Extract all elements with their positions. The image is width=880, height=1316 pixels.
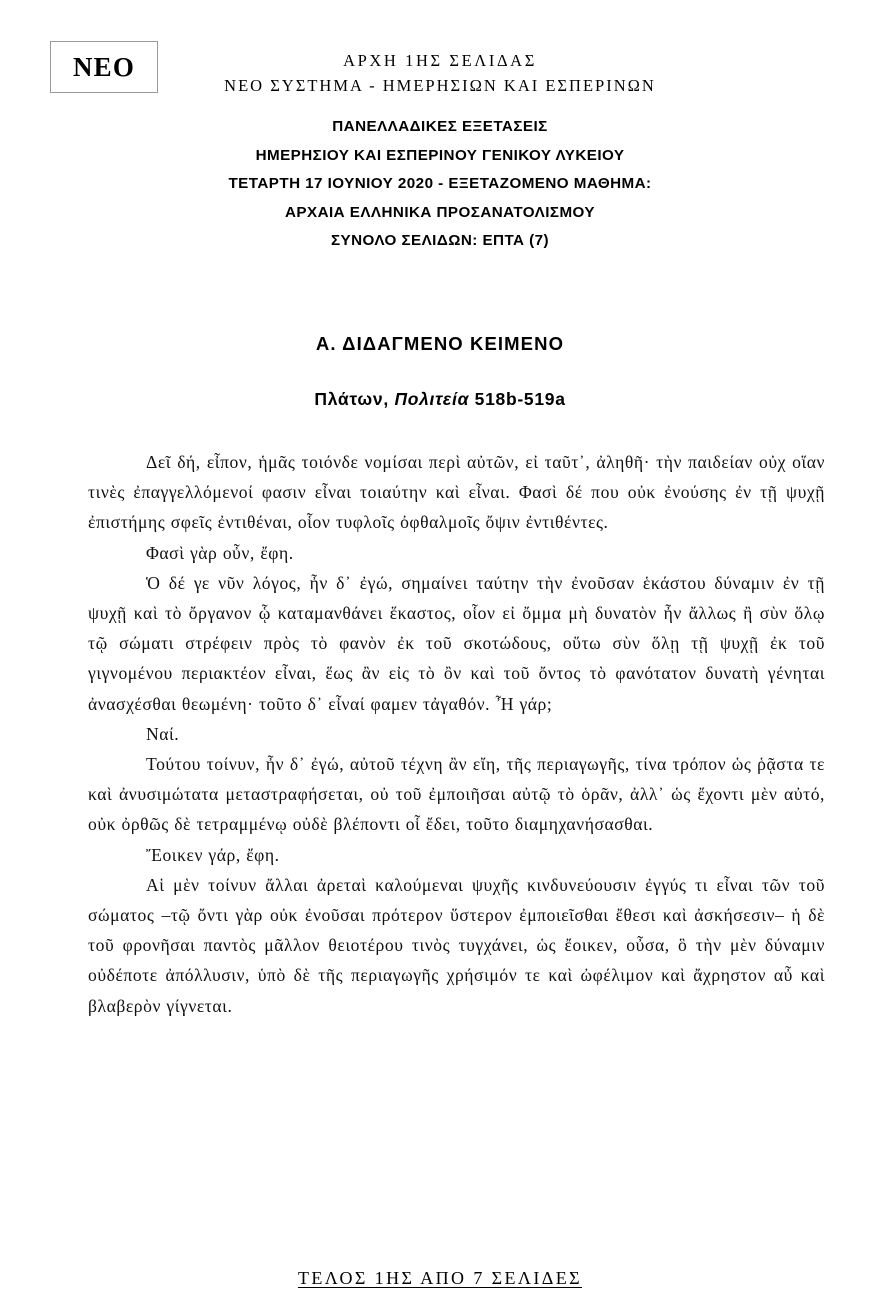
exam-line-date-subject: ΤΕΤΑΡΤΗ 17 ΙΟΥΝΙΟΥ 2020 - ΕΞΕΤΑΖΟΜΕΝΟ ΜΑΘΗΜΑ: (228, 175, 652, 193)
exam-line-page-count: ΣΥΝΟΛΟ ΣΕΛΙΔΩΝ: ΕΠΤΑ (7) (330, 232, 550, 250)
passage-paragraph: Τούτου τοίνυν, ἦν δ᾽ ἐγώ, αὐτοῦ τέχνη ἂν εἴη, τῆς περιαγωγῆς, τίνα τρόπον ὡς ῥᾷστα τε καὶ ἀνυσιμώτατα μεταστραφήσεται, οὐ τοῦ ἐμποιῆσαι αὐτῷ τὸ ὁρᾶν, ἀλλ᾽ ὡς ἔχοντι μὲν αὐτό, οὐκ ὀρθῶς δὲ τετραμμένῳ οὐδὲ βλέποντι οἷ ἔδει, τοῦτο διαμηχανήσασθαι. (88, 754, 825, 835)
section-title-taught-text: Α. ΔΙΔΑΓΜΕΝΟ ΚΕΙΜΕΝΟ (315, 333, 565, 354)
page-footer (0, 1268, 880, 1289)
page-header (0, 48, 880, 98)
exam-line-school-type: ΗΜΕΡΗΣΙΟΥ ΚΑΙ ΕΣΠΕΡΙΝΟΥ ΓΕΝΙΚΟΥ ΛΥΚΕΙΟΥ (255, 146, 625, 164)
exam-line-subject-name: ΑΡΧΑΙΑ ΕΛΛΗΝΙΚΑ ΠΡΟΣΑΝΑΤΟΛΙΣΜΟΥ (285, 203, 595, 221)
header-line-system: ΝΕΟ ΣΥΣΤΗΜΑ - ΗΜΕΡΗΣΙΩΝ ΚΑΙ ΕΣΠΕΡΙΝΩΝ (224, 76, 656, 95)
passage-paragraph: Ἔοικεν γάρ, ἔφη. (146, 844, 280, 865)
passage-paragraph: Ὁ δέ γε νῦν λόγος, ἦν δ᾽ ἐγώ, σημαίνει ταύτην τὴν ἐνοῦσαν ἑκάστου δύναμιν ἐν τῇ ψυχῇ καὶ τὸ ὄργανον ᾧ καταμανθάνει ἕκαστος, οἷον εἰ ὄμμα μὴ δυνατὸν ἦν ἄλλως ἢ σὺν ὅλῳ τῷ σώματι στρέφειν πρὸς τὸ φανὸν ἐκ τοῦ σκοτώδους, οὕτω σὺν ὅλῃ τῇ ψυχῇ ἐκ τοῦ γιγνομένου περιακτέον εἶναι, ἕως ἂν εἰς τὸ ὂν καὶ τοῦ ὄντος τὸ φανότατον δυνατὴ γένηται ἀνασχέσθαι θεωμένη· τοῦτο δ᾽ εἶναί φαμεν τἀγαθόν. Ἦ γάρ; (88, 572, 825, 714)
neo-stamp-label: ΝΕΟ (72, 51, 136, 82)
passage-paragraph: Ναί. (146, 723, 180, 744)
work-author: Πλάτων, (314, 389, 395, 409)
work-citation (0, 389, 880, 410)
work-name: Πολιτεία (394, 389, 470, 409)
header-line-start-of-page: ΑΡΧΗ 1ΗΣ ΣΕΛΙΔΑΣ (343, 51, 537, 70)
passage-paragraph: Δεῖ δή, εἶπον, ἡμᾶς τοιόνδε νομίσαι περὶ αὐτῶν, εἰ ταῦτ᾽, ἀληθῆ· τὴν παιδείαν οὐχ οἵαν τινὲς ἐπαγγελλόμενοί φασιν εἶναι τοιαύτην καὶ εἶναι. Φασὶ δέ που οὐκ ἐνούσης ἐν τῇ ψυχῇ ἐπιστήμης σφεῖς ἐντιθέναι, οἷον τυφλοῖς ὀφθαλμοῖς ὄψιν ἐντιθέντες. (88, 452, 825, 533)
footer-end-of-page-label: ΤΕΛΟΣ 1ΗΣ ΑΠΟ 7 ΣΕΛΙΔΕΣ (297, 1268, 583, 1288)
work-reference: 518b-519a (469, 389, 566, 409)
exam-info-block (0, 113, 880, 256)
greek-passage-body (88, 447, 825, 1021)
exam-line-panhellenic: ΠΑΝΕΛΛΑΔΙΚΕΣ ΕΞΕΤΑΣΕΙΣ (332, 118, 548, 135)
passage-paragraph: Φασὶ γὰρ οὖν, ἔφη. (146, 542, 294, 563)
passage-paragraph: Αἱ μὲν τοίνυν ἄλλαι ἀρεταὶ καλούμεναι ψυχῆς κινδυνεύουσιν ἐγγύς τι εἶναι τῶν τοῦ σώματος –τῷ ὄντι γὰρ οὐκ ἐνοῦσαι πρότερον ὕστερον ἐμποιεῖσθαι ἔθεσι καὶ ἀσκήσεσιν– ἡ δὲ τοῦ φρονῆσαι παντὸς μᾶλλον θειοτέρου τινὸς τυγχάνει, ὡς ἔοικεν, οὖσα, ὃ τὴν μὲν δύναμιν οὐδέποτε ἀπόλλυσιν, ὑπὸ δὲ τῆς περιαγωγῆς χρήσιμόν τε καὶ ὠφέλιμον καὶ ἄχρηστον αὖ καὶ βλαβερὸν γίγνεται. (88, 874, 825, 1016)
